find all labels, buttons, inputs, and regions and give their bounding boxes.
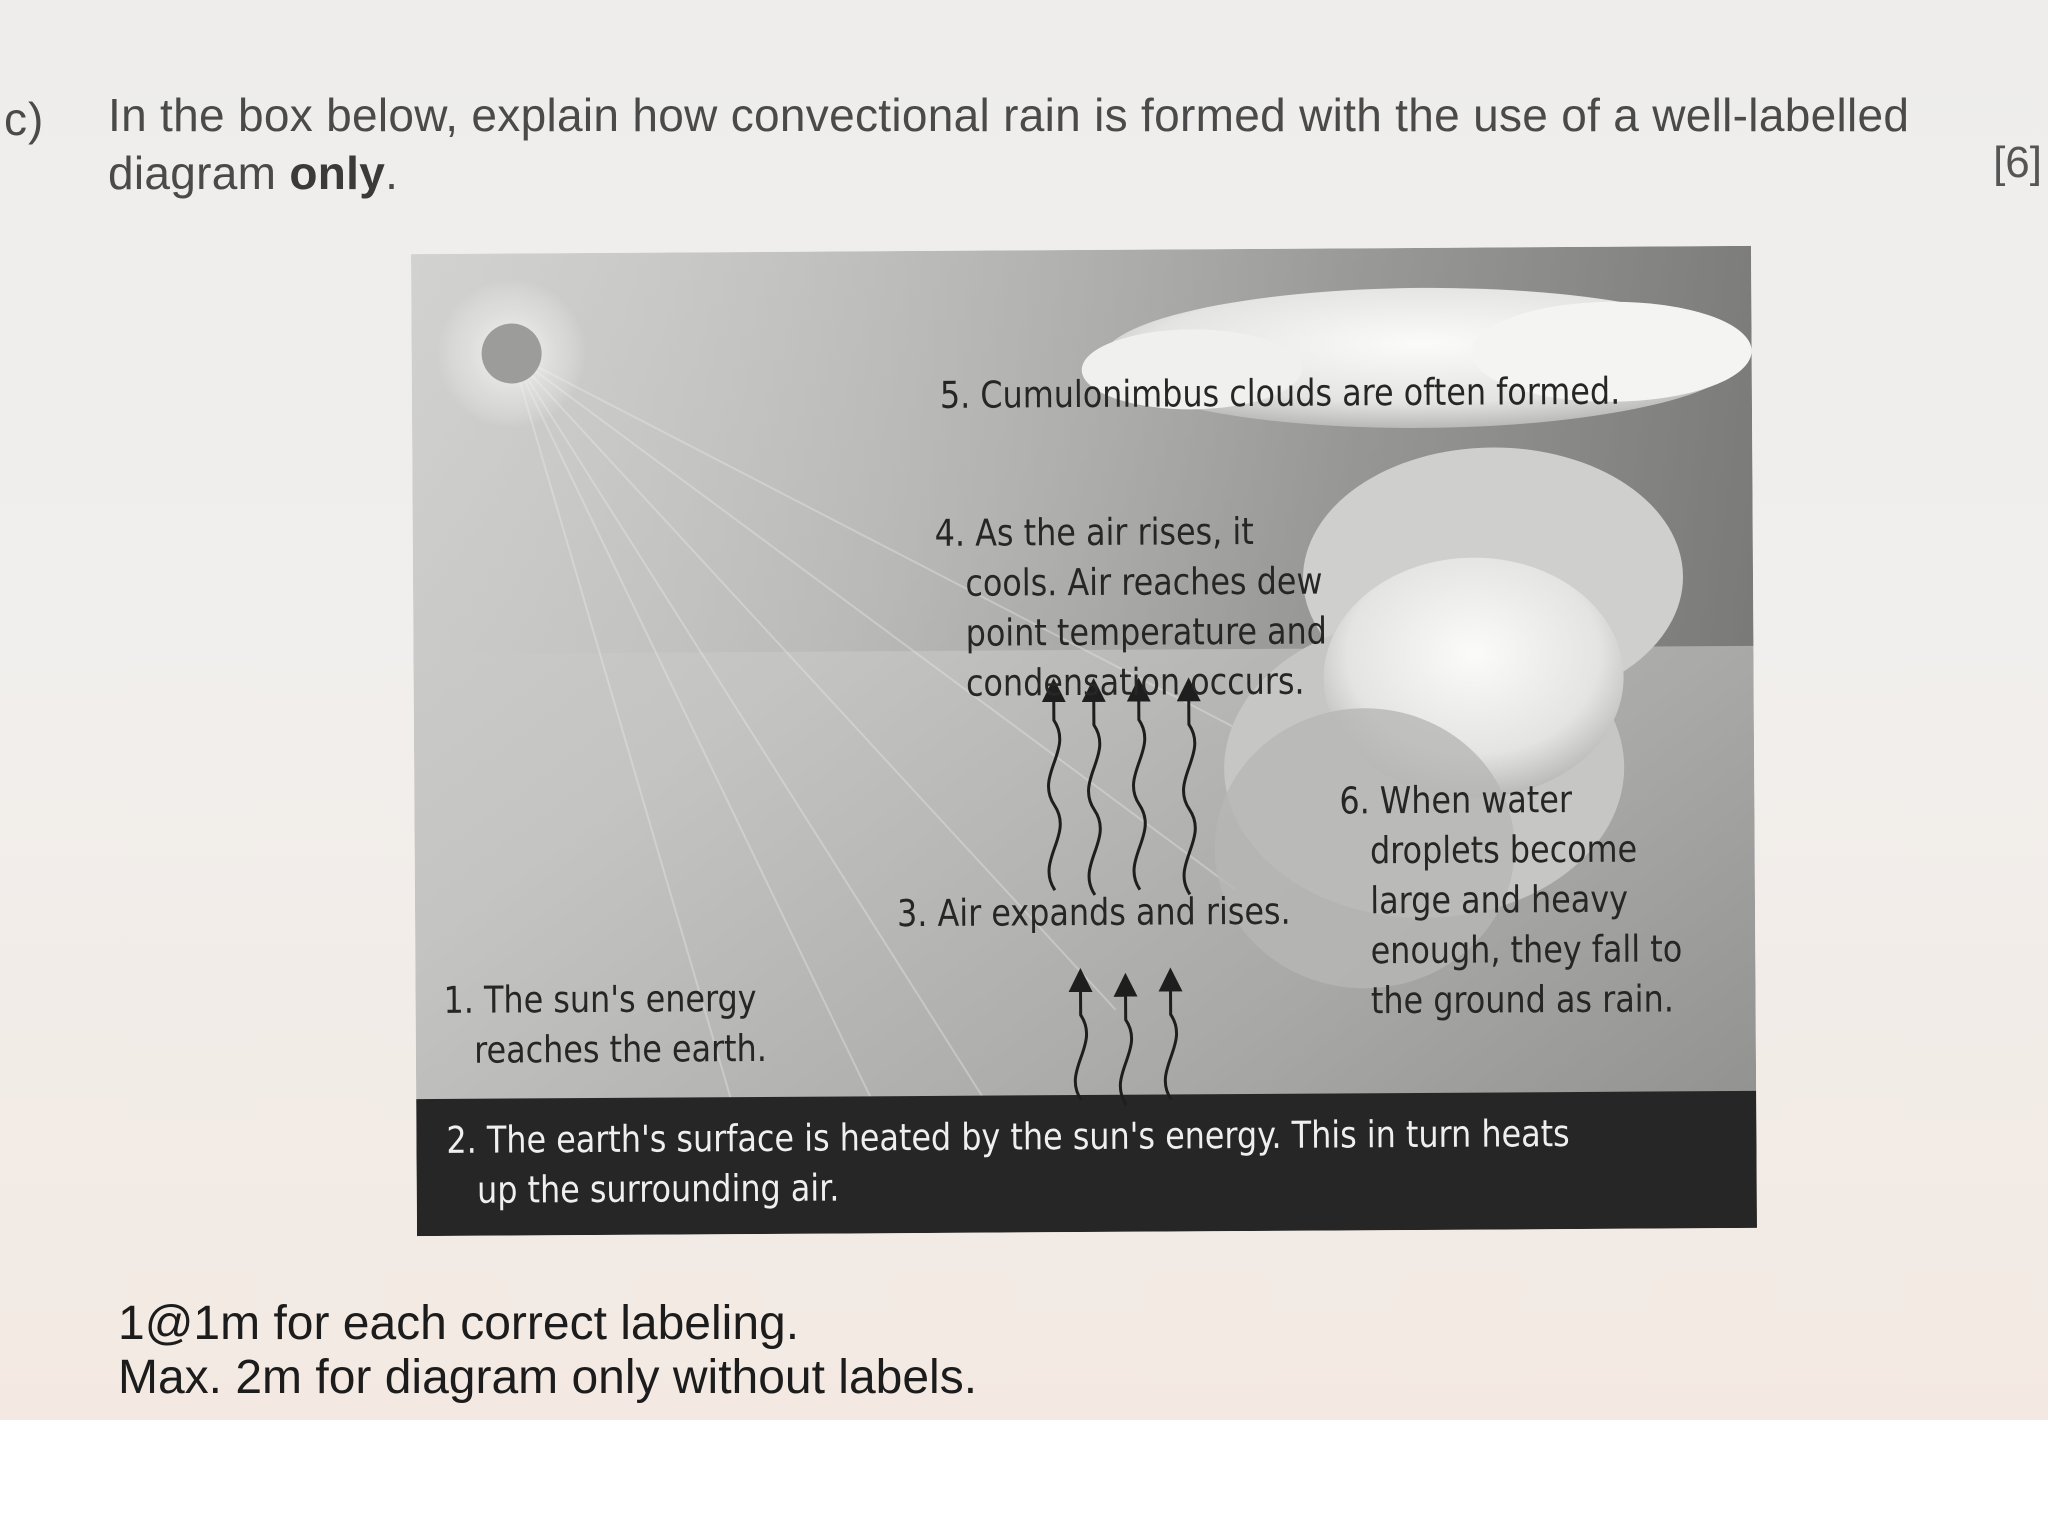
question-text-line-2 bbox=[108, 146, 398, 200]
convectional-rain-diagram bbox=[411, 246, 1757, 1236]
question-emphasis-only: only bbox=[289, 147, 386, 199]
label-step-4-condensation: 4. As the air rises, it cools. Air reaches dew point temperature and condensation occurs. bbox=[934, 509, 1328, 705]
question-text-line-1: In the box below, explain how convectional rain is formed with the use of a well-labelled bbox=[108, 89, 1910, 141]
question-marks: [6] bbox=[1993, 138, 2042, 187]
label-step-6-rain: 6. When water droplets become large and heavy enough, they fall to the ground as rain. bbox=[1339, 778, 1683, 1023]
label-step-2-surface-heated: 2. The earth's surface is heated by the sun's energy. This in turn heats up the surrounding air. bbox=[446, 1112, 1570, 1212]
question-text-line-2-prefix: diagram bbox=[108, 147, 290, 199]
label-step-5-clouds: 5. Cumulonimbus clouds are often formed. bbox=[939, 369, 1621, 417]
question-letter: c) bbox=[4, 93, 45, 145]
marking-scheme-line-2: Max. 2m for diagram only without labels. bbox=[118, 1351, 978, 1404]
question-text-line-2-suffix: . bbox=[385, 147, 399, 199]
label-step-3-air-rises: 3. Air expands and rises. bbox=[896, 889, 1291, 936]
label-step-1-sun-energy: 1. The sun's energy reaches the earth. bbox=[443, 977, 768, 1072]
marking-scheme-line-1: 1@1m for each correct labeling. bbox=[118, 1297, 800, 1350]
sun-icon bbox=[481, 323, 541, 383]
